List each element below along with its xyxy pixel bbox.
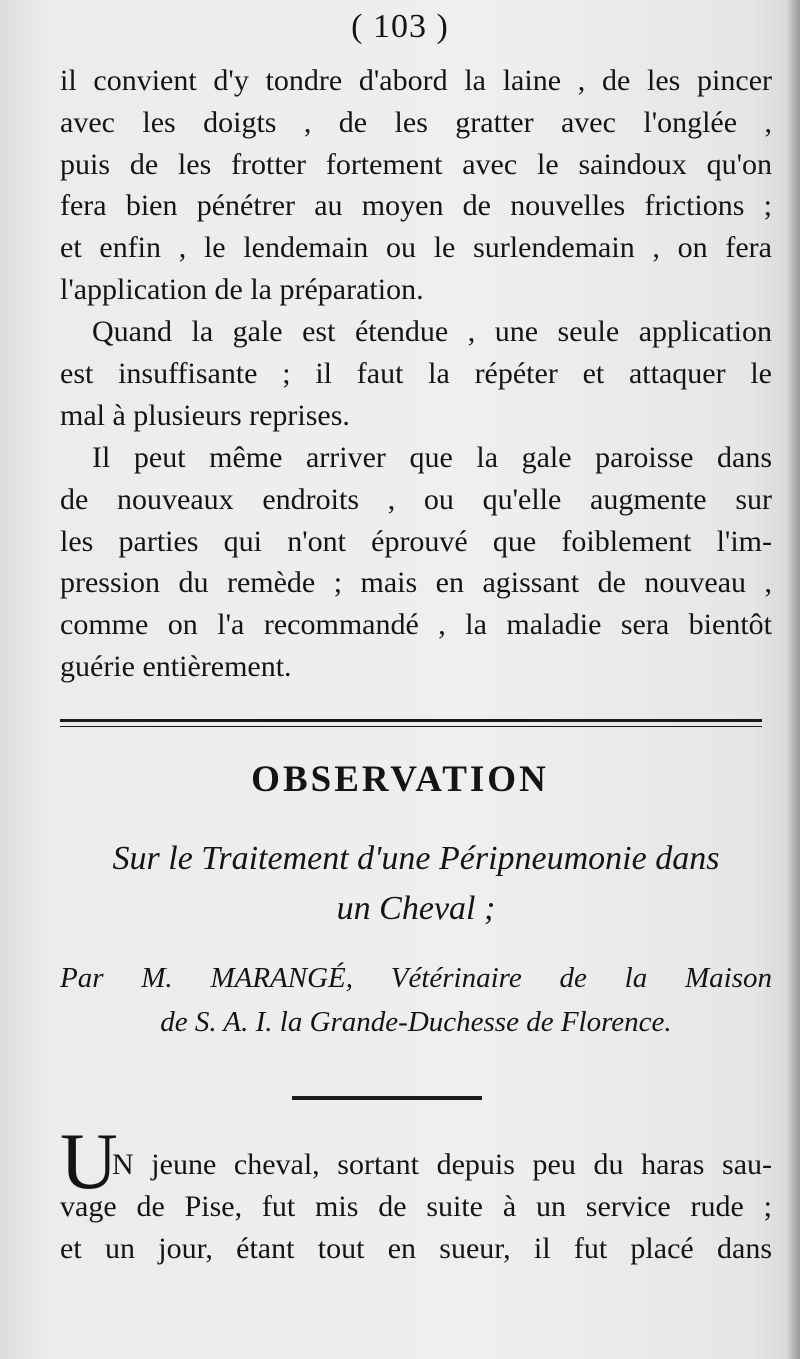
text-line: vage de Pise, fut mis de suite à un service rude ; [60, 1189, 772, 1223]
drop-cap: U [60, 1118, 118, 1206]
text-line: l'application de la préparation. [60, 272, 424, 306]
text-line: les parties qui n'ont éprouvé que foiblement l'im- [60, 524, 772, 558]
page-edge-shadow [788, 0, 800, 1359]
text-line: de nouveaux endroits , ou qu'elle augmente sur [60, 482, 772, 516]
section-divider-double-rule [60, 719, 762, 727]
paragraph-nouveaux-endroits [60, 437, 772, 688]
short-divider-rule [292, 1096, 482, 1100]
author-line: Par M. MARANGÉ, Vétérinaire de la Maison [60, 962, 772, 994]
author-affiliation: de S. A. I. la Grande-Duchesse de Florence. [160, 1006, 672, 1038]
text-line: fera bien pénétrer au moyen de nouvelles frictions ; [60, 189, 772, 223]
text-line: avec les doigts , de les gratter avec l'onglée , [60, 105, 772, 139]
section-subtitle: Sur le Traitement d'une Péripneumonie dans [112, 840, 720, 877]
paragraph-application [60, 60, 772, 311]
section-title: OBSERVATION [251, 759, 549, 800]
text-line: puis de les frotter fortement avec le saindoux qu'on [60, 147, 772, 181]
text-line: est insuffisante ; il faut la répéter et attaquer le [60, 356, 772, 390]
text-line: Quand la gale est étendue , une seule application [92, 315, 772, 348]
text-line: et enfin , le lendemain ou le surlendemain , on fera [60, 231, 772, 265]
text-line: mal à plusieurs reprises. [60, 398, 350, 432]
paragraph-gale-etendue [60, 311, 772, 436]
text-line: et un jour, étant tout en sueur, il fut placé dans [60, 1231, 772, 1265]
text-line: comme on l'a recommandé , la maladie sera bientôt [60, 608, 772, 642]
text-line: Il peut même arriver que la gale paroisse dans [92, 441, 772, 474]
text-line: il convient d'y tondre d'abord la laine , de les pincer [60, 64, 772, 97]
page-number: ( 103 ) [351, 8, 449, 45]
paragraph-jeune-cheval [60, 1144, 772, 1269]
text-line: N jeune cheval, sortant depuis peu du haras sau- [112, 1148, 772, 1181]
section-subtitle-continued: un Cheval ; [336, 890, 496, 927]
text-line: pression du remède ; mais en agissant de nouveau , [60, 566, 772, 600]
text-line: guérie entièrement. [60, 649, 292, 683]
